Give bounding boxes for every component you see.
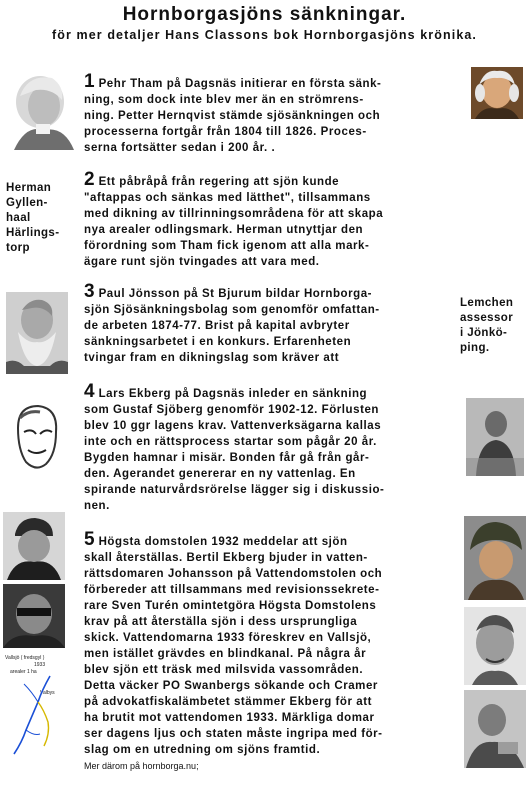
- portrait-sven-turen-image: [464, 516, 526, 600]
- section-5-number: 5: [84, 529, 95, 550]
- section-3-number: 3: [84, 281, 95, 302]
- map-label-note: arealer 1 ha: [10, 669, 37, 675]
- section-3-line-2: sjön Sjösänkningsbolag som genomför omfattan-: [84, 304, 380, 316]
- section-5-line-5: rare Sven Turén omintetgöra Högsta Domstolens: [84, 600, 377, 612]
- section-2-line-4: nya arealer odlingsmark. Herman utnyttjar den: [84, 224, 364, 236]
- section-3-line-5: tvingar fram en dikningslag som kräver att: [84, 352, 340, 364]
- section-2-number: 2: [84, 169, 95, 190]
- section-3: [84, 281, 458, 366]
- section-2-line-1: 2 Ett påbråpå från regering att sjön kunde: [84, 169, 340, 190]
- section-5-line-3: rättsdomaren Johansson på Vattendomstolen och: [84, 568, 383, 580]
- section-4-line-5: Bygden hamnar i misär. Bonden får gå från går-: [84, 452, 370, 464]
- map-label-top: Vallsjö ( fredsgyl ): [5, 655, 45, 661]
- section-4-line-3: blev 10 ggr lagens krav. Vattenverksägarna kallas: [84, 420, 382, 432]
- section-5-line-8: men istället grävdes en blindkanal. På några år: [84, 648, 367, 660]
- portrait-johansson-image: [3, 584, 65, 648]
- section-1-line-4: processerna fortgår från 1804 till 1826. Proces-: [84, 126, 367, 138]
- portrait-hernqvist-image: [471, 67, 523, 119]
- section-4-number: 4: [84, 381, 95, 402]
- map-vallsjo-image: [4, 650, 74, 758]
- portrait-paul-jonsson-image: [6, 292, 68, 374]
- section-4-line-8: nen.: [84, 500, 110, 512]
- section-4: [84, 381, 458, 514]
- section-1-line-3: ning. Petter Hernqvist stämde sjösänkningen och: [84, 110, 381, 122]
- map-label-place: Valbys: [40, 690, 55, 696]
- footer-link-text: Mer därom på hornborga.nu;: [84, 761, 199, 771]
- page-subtitle: för mer detaljer Hans Classons bok Hornborgasjöns krönika.: [51, 28, 477, 42]
- section-1-line-2: ning, som dock inte blev mer än en strömrens-: [84, 94, 364, 106]
- section-2-line-6: ägare runt sjön tvingades att vara med.: [84, 256, 320, 268]
- section-4-line-1: 4 Lars Ekberg på Dagsnäs inleder en sänkning: [84, 381, 368, 402]
- portrait-po-swanberg-image: [464, 607, 526, 685]
- section-4-line-6: den. Agerandet genererar en ny vattenlag. En: [84, 468, 356, 480]
- section-5-line-11: på advokatfiskalämbetet stämmer Ekberg för att: [84, 696, 372, 708]
- section-4-line-4: inte och en rättsprocess startar som pågår 20 år.: [84, 436, 377, 448]
- section-5-line-9: blev sjön ett träsk med milsvida vassområden.: [84, 664, 364, 676]
- section-4-line-2: som Gustaf Sjöberg genomför 1902-12. Förlusten: [84, 404, 379, 416]
- section-1-line-5: serna fortsätter sedan i 200 år. .: [84, 142, 276, 154]
- section-5-line-14: slag om en utredning om sjöns framtid.: [84, 744, 321, 756]
- section-5-line-2: skall återställas. Bertil Ekberg bjuder in vatten-: [84, 552, 368, 564]
- section-5-line-13: ser dagens ljus och staten måste ingripa med för-: [84, 728, 383, 740]
- section-3-line-3: de arbeten 1874-77. Brist på kapital avbryter: [84, 320, 350, 332]
- section-2-line-5: förordning som Tham fick igenom att alla mark-: [84, 240, 370, 252]
- section-2: [84, 169, 458, 270]
- page-title: Hornborgasjöns sänkningar.: [122, 4, 407, 25]
- section-5-line-7: skick. Vattendomarna 1933 föreskrev en Vallsjö,: [84, 632, 372, 644]
- section-1: [84, 71, 458, 156]
- portrait-gustaf-sjoberg-image: [466, 398, 524, 476]
- section-1-number: 1: [84, 71, 95, 92]
- portrait-cramer-image: [464, 690, 526, 768]
- section-5-line-10: Detta väcker PO Swanbergs sökande och Cramer: [84, 680, 378, 692]
- map-label-years: 1933: [34, 662, 46, 668]
- section-2-line-3: med dikning av tillrinningsområdena för att skapa: [84, 208, 384, 220]
- section-5-line-12: ha brutit mot vattendomen 1933. Märkliga domar: [84, 712, 375, 724]
- section-1-line-1: 1 Pehr Tham på Dagsnäs initierar en första sänk-: [84, 71, 382, 92]
- section-5-line-6: krav på att återställa sjön i dess ursprungliga: [84, 616, 358, 628]
- portrait-pehr-tham-image: [6, 68, 76, 150]
- section-5-line-1: 5 Högsta domstolen 1932 meddelar att sjön: [84, 529, 348, 550]
- section-4-line-7: spirande naturvårdsrörelse lägger sig i diskussio-: [84, 484, 385, 496]
- portrait-lars-ekberg-image: [6, 398, 66, 480]
- section-2-line-2: "aftappas och sänkas med lätthet", tillsammans: [84, 192, 371, 204]
- side-label-herman: Herman Gyllen- haal Härlings- torp: [6, 182, 60, 254]
- section-3-line-4: sänkningsarbetet i en konkurs. Erfarenheten: [84, 336, 352, 348]
- section-5: [84, 529, 458, 758]
- portrait-bertil-ekberg-image: [3, 512, 65, 580]
- side-label-lemchen: Lemchen assessor i Jönkö- ping.: [460, 297, 514, 354]
- section-5-line-4: förbereder att tillsammans med revisionssekrete-: [84, 584, 380, 596]
- section-3-line-1: 3 Paul Jönsson på St Bjurum bildar Hornborga-: [84, 281, 373, 302]
